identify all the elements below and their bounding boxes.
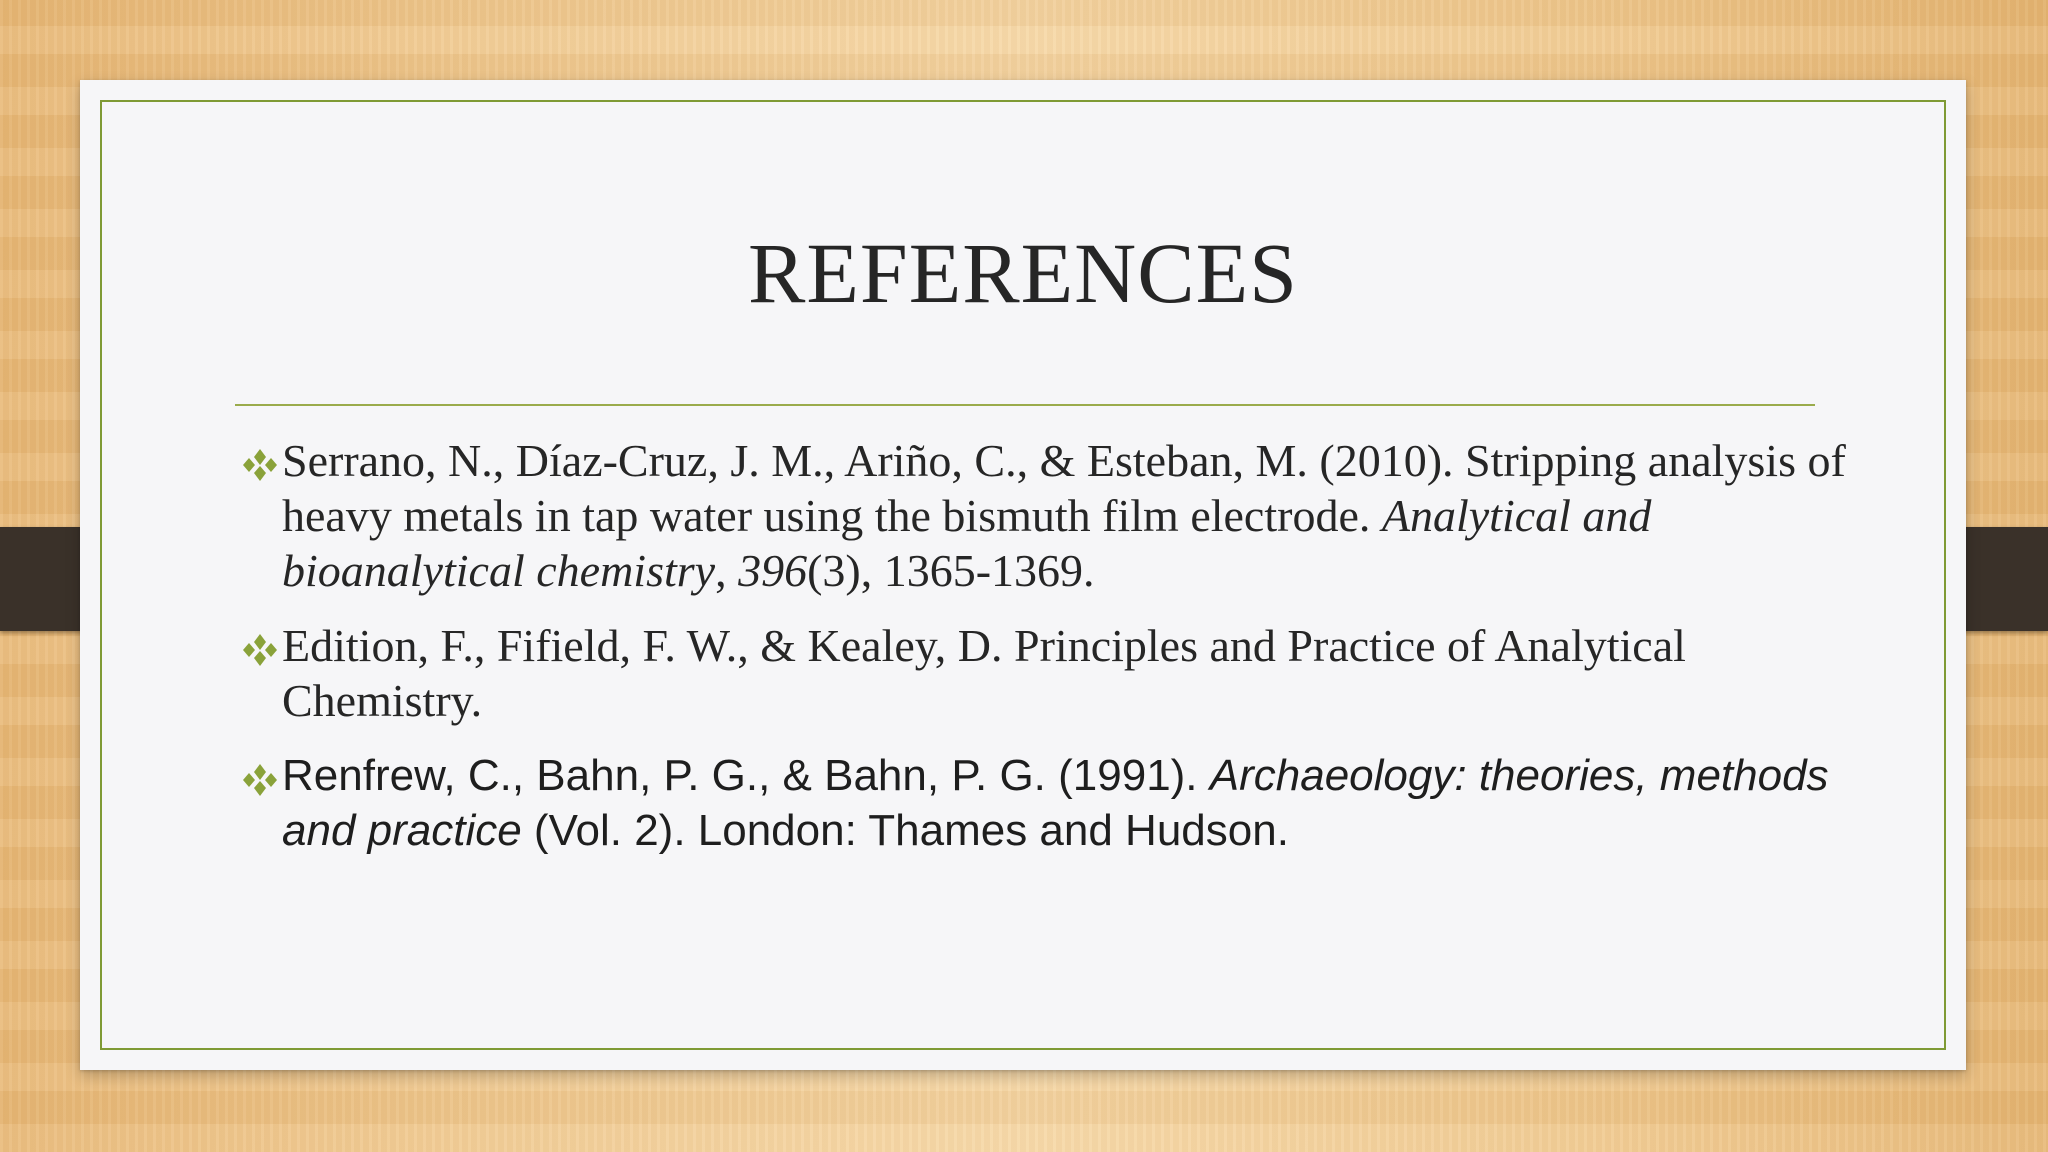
reference-book-title: Archaeology: theories, methods and practice: [282, 751, 1829, 855]
reference-text: Serrano, N., Díaz-Cruz, J. M., Ariño, C., & Esteban, M. (2010). Stripping analysis of heavy metals in tap water using the bismuth film electrode.: [282, 435, 1846, 541]
four-diamond-bullet-icon: [240, 447, 280, 483]
reference-text: (Vol. 2). London: Thames and Hudson.: [521, 806, 1289, 855]
slide-paper: [80, 80, 1966, 1070]
reference-text: (3), 1365-1369.: [807, 545, 1095, 596]
four-diamond-bullet-icon: [240, 762, 280, 798]
title-divider: [235, 404, 1815, 406]
reference-text: Edition, F., Fifield, F. W., & Kealey, D. Principles and Practice of Analytical Chemistry.: [282, 620, 1686, 726]
reference-text: ,: [715, 545, 739, 596]
reference-volume: 396: [738, 545, 808, 596]
reference-item-serrano: [240, 433, 1880, 598]
reference-text: Renfrew, C., Bahn, P. G., & Bahn, P. G. (1991).: [282, 751, 1210, 800]
reference-item-edition: [240, 618, 1880, 728]
reference-journal: Analytical and bioanalytical chemistry: [282, 490, 1652, 596]
reference-item-renfrew: [240, 748, 1880, 858]
reference-list: [240, 433, 1880, 878]
slide-title: REFERENCES: [748, 225, 1298, 321]
four-diamond-bullet-icon: [240, 632, 280, 668]
